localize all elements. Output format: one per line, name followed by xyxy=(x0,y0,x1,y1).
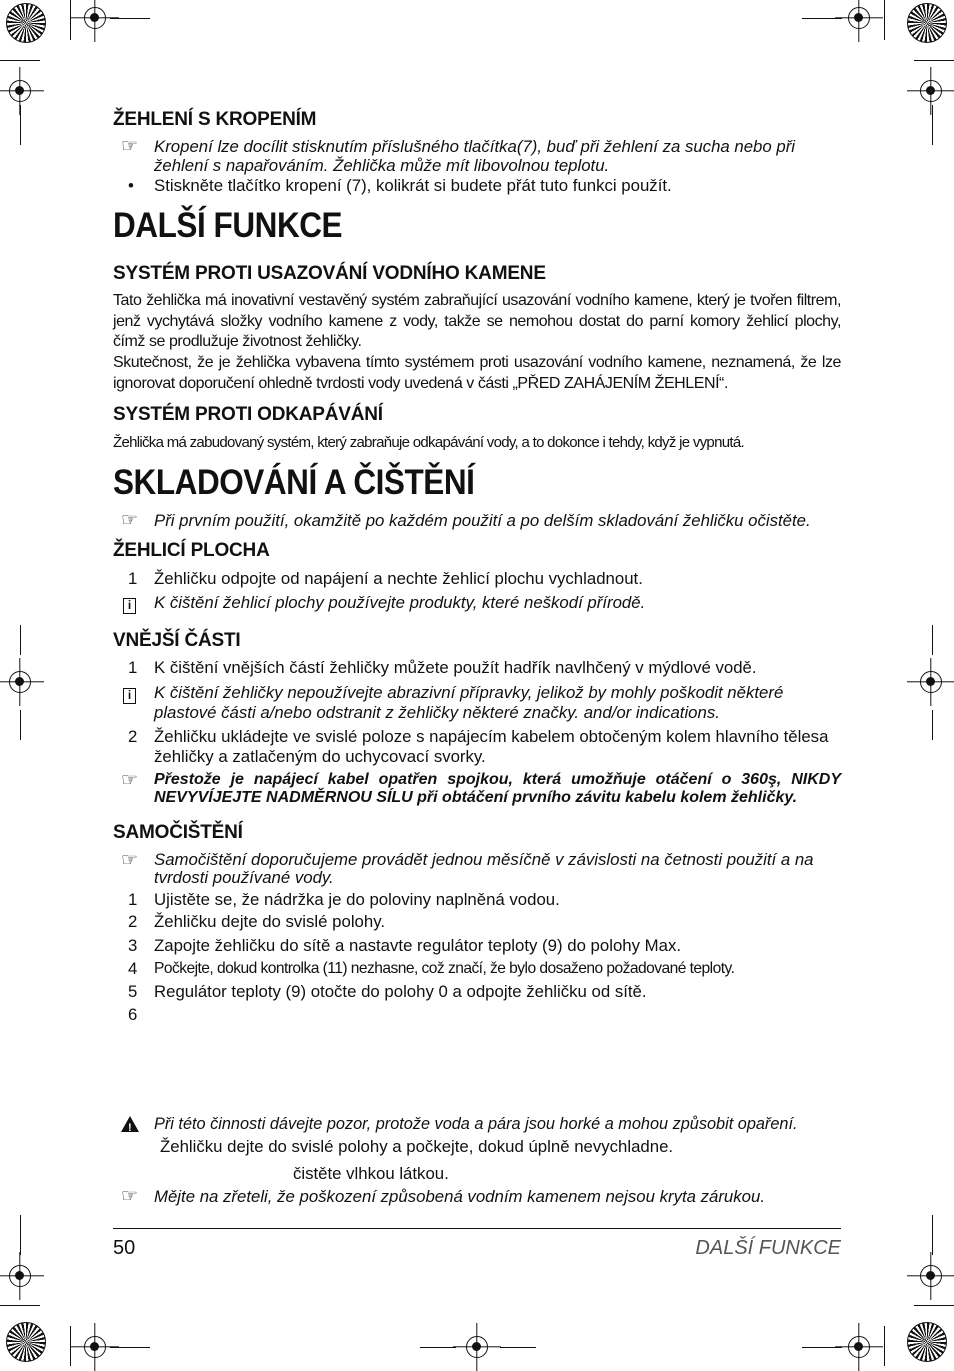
step-number: 6 xyxy=(128,1005,138,1024)
bullet-icon: • xyxy=(128,176,134,195)
registration-star-icon xyxy=(6,3,46,43)
registration-target-icon xyxy=(466,1336,488,1358)
step-number: 4 xyxy=(128,959,138,978)
section-heading-ironing-spray: ŽEHLENÍ S KROPENÍM xyxy=(113,109,317,130)
registration-target-icon xyxy=(9,671,31,693)
info-text: K čištění žehlicí plochy používejte produkty, které neškodí přírodě. xyxy=(154,593,646,612)
step-number: 3 xyxy=(128,936,138,955)
warning-triangle-icon xyxy=(121,1116,139,1132)
section-heading-self-clean: SAMOČIŠTĚNÍ xyxy=(113,822,243,843)
footer-section-name: DALŠÍ FUNKCE xyxy=(695,1237,841,1259)
registration-target-icon xyxy=(920,80,942,102)
note-text: Samočištění doporučujeme provádět jednou měsíčně v závislosti na četnosti použití a na tvrdosti používané vody. xyxy=(154,850,814,887)
pointing-hand-icon: ☞ xyxy=(121,850,139,871)
section-heading-soleplate: ŽEHLICÍ PLOCHA xyxy=(113,540,270,561)
caution-text: Při této činnosti dávejte pozor, protože voda a pára jsou horké a mohou způsobit opaření. xyxy=(154,1115,798,1133)
section-heading-anti-drip: SYSTÉM PROTI ODKAPÁVÁNÍ xyxy=(113,404,383,425)
registration-star-icon xyxy=(907,3,947,43)
cooling-instruction: Žehličku dejte do svislé polohy a počkejte, dokud úplně nevychladne. xyxy=(160,1137,674,1156)
cleaning-instruction: čistěte vlhkou látkou. xyxy=(293,1164,449,1183)
step-text: Žehličku ukládejte ve svislé poloze s napájecím kabelem obtočeným kolem hlavního tělesa žehličky a zatlačeným do uchycovací svorky. xyxy=(154,727,829,766)
section-heading-anti-calc: SYSTÉM PROTI USAZOVÁNÍ VODNÍHO KAMENE xyxy=(113,263,546,284)
note-text: Mějte na zřeteli, že poškození způsobená vodním kamenem nejsou kryta zárukou. xyxy=(154,1187,765,1206)
registration-target-icon xyxy=(9,80,31,102)
section-heading-outer-parts: VNĚJŠÍ ČÁSTI xyxy=(113,630,241,651)
step-number: 1 xyxy=(128,658,138,677)
note-text: Kropení lze docílit stisknutím příslušného tlačítka(7), buď při žehlení za sucha nebo při žehlení s napařováním. Žehlička může mít libovolnou teplotu. xyxy=(154,137,796,175)
footer-rule xyxy=(113,1228,841,1229)
step-text: Žehličku odpojte od napájení a nechte žehlicí plochu vychladnout. xyxy=(154,569,643,588)
step-text: Zapojte žehličku do sítě a nastavte regulátor teploty (9) do polohy Max. xyxy=(154,936,682,955)
registration-star-icon xyxy=(6,1322,46,1362)
pointing-hand-icon: ☞ xyxy=(121,770,139,791)
chapter-title-storage: SKLADOVÁNÍ A ČIŠTĚNÍ xyxy=(113,463,475,502)
registration-target-icon xyxy=(920,671,942,693)
step-number: 5 xyxy=(128,982,138,1001)
registration-target-icon xyxy=(9,1265,31,1287)
note-text: Při prvním použití, okamžitě po každém použití a po delším skladování žehličku očistěte. xyxy=(154,511,811,530)
page-number: 50 xyxy=(113,1237,136,1259)
step-number: 2 xyxy=(128,727,138,746)
paragraph-anti-calc-1: Tato žehlička má inovativní vestavěný systém zabraňující usazování vodního kamene, který je tvořen filtrem, jenž vychytává složky vodního kamene z vody, takže se nemohou dostat do parní komory žehlicí plochy, čímž se prodlužuje životnost žehličky. xyxy=(113,292,841,350)
step-text: Regulátor teploty (9) otočte do polohy 0 a odpojte žehličku od sítě. xyxy=(154,982,647,1001)
chapter-title-other-functions: DALŠÍ FUNKCE xyxy=(113,206,343,245)
info-text: K čištění žehličky nepoužívejte abrazivní přípravky, jelikož by mohly poškodit některé plastové části a/nebo odstranit z žehličky některé značky. and/or indications. xyxy=(154,683,784,722)
info-icon: i xyxy=(123,688,136,704)
step-text: K čištění vnějších částí žehličky můžete použít hadřík navlhčený v mýdlové vodě. xyxy=(154,658,757,677)
pointing-hand-icon: ☞ xyxy=(121,510,139,531)
pointing-hand-icon: ☞ xyxy=(121,1186,139,1207)
registration-target-icon xyxy=(848,1336,870,1358)
paragraph-anti-calc-2: Skutečnost, že je žehlička vybavena tímto systémem proti usazování vodního kamene, neznamená, že lze ignorovat doporučení ohledně tvrdosti vody uvedená v části „PŘED ZAHÁJENÍM ŽEHLENÍ“. xyxy=(113,354,841,392)
step-text: Počkejte, dokud kontrolka (11) nezhasne, což značí, že bylo dosaženo požadované teploty. xyxy=(154,960,735,977)
registration-target-icon xyxy=(84,1336,106,1358)
step-text: Ujistěte se, že nádržka je do poloviny naplněná vodou. xyxy=(154,890,560,909)
step-number: 1 xyxy=(128,569,138,588)
registration-target-icon xyxy=(920,1265,942,1287)
step-text: Žehličku dejte do svislé polohy. xyxy=(154,912,386,931)
registration-target-icon xyxy=(848,7,870,29)
paragraph-anti-drip: Žehlička má zabudovaný systém, který zabraňuje odkapávání vody, a to dokonce i tehdy, když je vypnutá. xyxy=(113,434,744,451)
pointing-hand-icon: ☞ xyxy=(121,136,139,157)
warning-text: Přestože je napájecí kabel opatřen spojkou, která umožňuje otáčení o 360ş, NIKDY NEVYVÍJEJTE NADMĚRNOU SÍLU při obtáčení prvního závitu kabelu kolem žehličky. xyxy=(154,771,841,806)
registration-target-icon xyxy=(84,7,106,29)
step-number: 2 xyxy=(128,912,138,931)
bullet-text: Stiskněte tlačítko kropení (7), kolikrát si budete přát tuto funkci použít. xyxy=(154,176,672,195)
info-icon: i xyxy=(123,598,136,614)
registration-star-icon xyxy=(907,1322,947,1362)
step-number: 1 xyxy=(128,890,138,909)
